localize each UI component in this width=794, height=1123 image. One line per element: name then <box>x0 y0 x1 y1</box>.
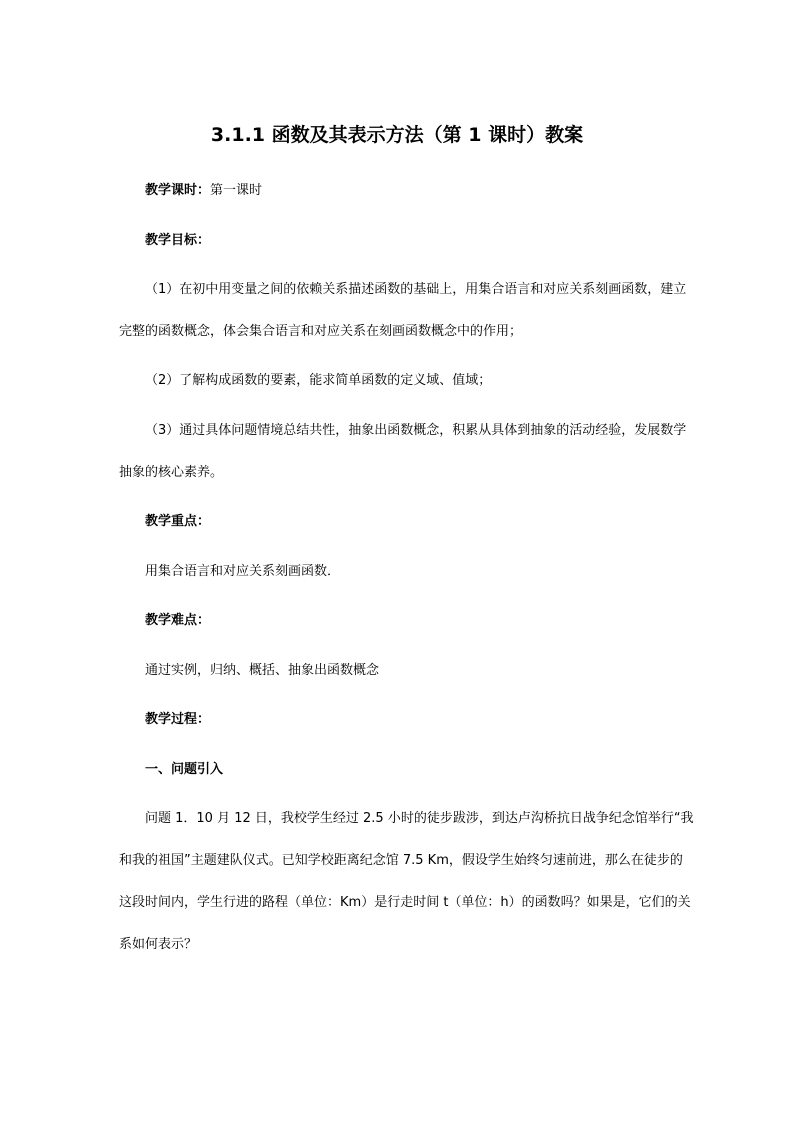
process-heading: 教学过程： <box>145 712 211 727</box>
objective-3-line-1: （3）通过具体问题情境总结共性，抽象出函数概念，积累从具体到抽象的活动经验，发展数学 <box>145 423 687 438</box>
class-hours-value: 第一课时 <box>210 183 263 198</box>
problem-1-line-2: 和我的祖国”主题建队仪式。已知学校距离纪念馆 7.5 Km，假设学生始终匀速前进，那么在徒步的 <box>119 853 683 868</box>
class-hours-line <box>145 182 262 200</box>
page-title: 3.1.1 函数及其表示方法（第 1 课时）教案 <box>210 124 584 146</box>
objective-1-line-2: 完整的函数概念，体会集合语言和对应关系在刻画函数概念中的作用； <box>119 324 523 339</box>
problem-1-line-4: 系如何表示？ <box>119 937 198 952</box>
key-points-text: 用集合语言和对应关系刻画函数． <box>145 564 341 579</box>
key-points-heading: 教学重点： <box>145 514 211 529</box>
objective-2: （2）了解构成函数的要素，能求简单函数的定义域、值域； <box>145 373 492 388</box>
section-1-heading: 一、问题引入 <box>145 762 224 777</box>
objectives-heading: 教学目标： <box>145 233 211 248</box>
problem-1-line-3: 这段时间内，学生行进的路程（单位：Km）是行走时间 t（单位：h）的函数吗？如果是，它们的关 <box>119 895 691 910</box>
objective-1-line-1: （1）在初中用变量之间的依赖关系描述函数的基础上，用集合语言和对应关系刻画函数，建立 <box>145 282 687 297</box>
difficulties-heading: 教学难点： <box>145 613 211 628</box>
difficulties-text: 通过实例，归纳、概括、抽象出函数概念 <box>145 663 380 678</box>
class-hours-label: 教学课时： <box>145 183 211 198</box>
objective-3-line-2: 抽象的核心素养。 <box>119 465 224 480</box>
problem-1-line-1: 问题 1．10 月 12 日，我校学生经过 2.5 小时的徒步跋涉，到达卢沟桥抗日战争纪念馆举行“我 <box>145 811 694 826</box>
